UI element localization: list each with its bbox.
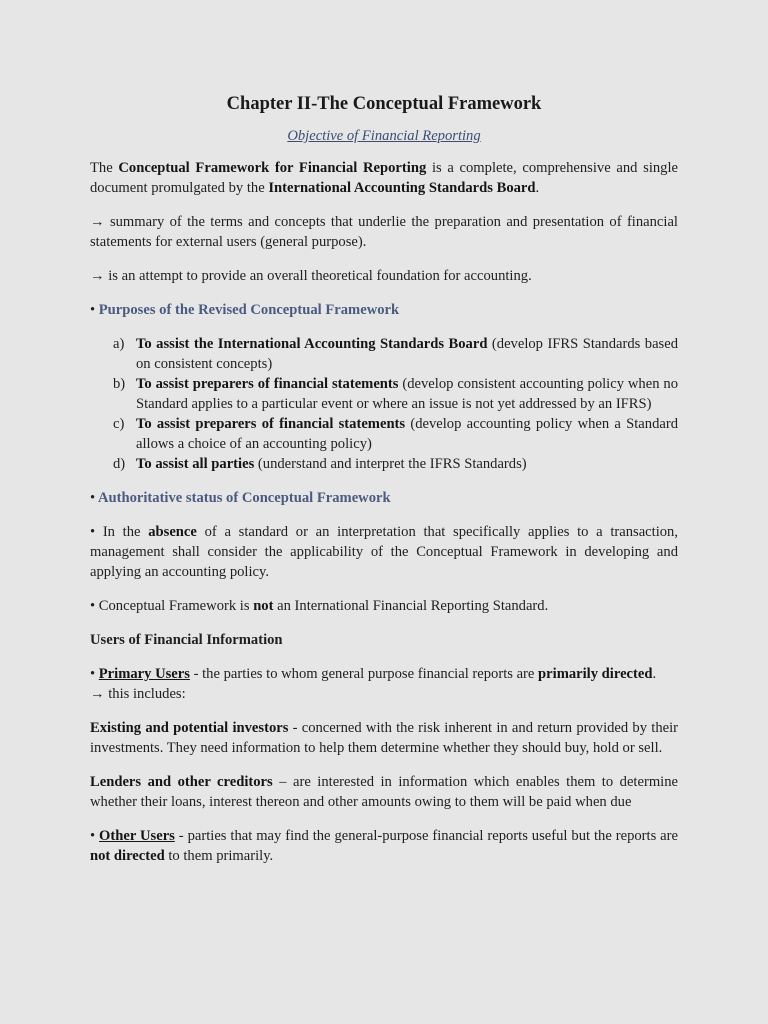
list-item-text: (develop consistent accounting policy when no Standard applies to a particular event or where an issue is not yet addressed by an IFRS) [136,376,678,412]
list-item [90,374,678,414]
authoritative-heading-text: Authoritative status of Conceptual Framework [97,490,391,506]
purposes-heading [90,300,678,320]
primary-users-text: . [652,666,657,682]
section-subtitle: Objective of Financial Reporting [287,128,481,144]
lenders-text: – are interested in information which enables them to determine whether their loans, interest thereon and other amounts owing to them will be paid when due [90,774,678,810]
list-item-text: (develop accounting policy when a Standard allows a choice of an accounting policy) [136,416,679,452]
list-item-text: (develop IFRS Standards based on consistent concepts) [136,336,678,372]
intro-text: The [90,160,119,176]
bullet-icon: • [90,666,99,682]
bullet-icon: • [90,828,100,844]
list-item [90,414,678,454]
investors-paragraph [90,718,678,758]
document-page [90,88,678,880]
lenders-paragraph [90,772,678,812]
absence-paragraph [90,522,678,582]
bullet-icon: • [90,490,96,506]
purposes-list [90,334,678,474]
intro-bold-iasb: International Accounting Standards Board [268,180,536,196]
other-users-text: to them primarily. [164,848,274,864]
primary-users-label: Primary Users [98,666,190,682]
list-item [90,454,678,474]
not-standard-bold: not [253,598,274,614]
primary-users-bold: primarily directed [538,666,653,682]
bullet-icon: • [90,302,96,318]
list-marker: c) [113,416,125,432]
list-item-bold: To assist preparers of financial statements [136,376,399,392]
other-users-bold: not directed [90,848,165,864]
not-standard-text: • Conceptual Framework is [90,598,254,614]
other-users-text: - parties that may find the general-purpose financial reports useful but the reports are [174,828,679,844]
arrow-summary: → summary of the terms and concepts that underlie the preparation and presentation of financial statements for external users (general purpose). [90,214,678,250]
intro-text: is a complete, comprehensive and single document promulgated by the [90,160,679,196]
other-users-paragraph [90,826,678,866]
users-heading: Users of Financial Information [90,632,283,648]
investors-label: Existing and potential investors [90,720,289,736]
list-item-bold: To assist all parties [136,456,255,472]
absence-text: • In the [90,524,149,540]
absence-text: of a standard or an interpretation that specifically applies to a transaction, management shall consider the applicability of the Conceptual Framework in developing and applying an accounting policy. [90,524,678,580]
lenders-label: Lenders and other creditors [90,774,273,790]
investors-text: - concerned with the risk inherent in and return provided by their investments. They need information to help them determine whether they should buy, hold or sell. [90,720,679,756]
list-marker: a) [113,336,125,352]
list-item [90,334,678,374]
page-title: Chapter II-The Conceptual Framework [226,94,542,114]
primary-users-text: - the parties to whom general purpose financial reports are [189,666,539,682]
primary-users-includes: → this includes: [90,686,186,702]
intro-paragraph [90,158,678,198]
list-item-bold: To assist the International Accounting Standards Board [136,336,488,352]
not-standard-text: an International Financial Reporting Standard. [273,598,549,614]
absence-bold: absence [148,524,197,540]
authoritative-heading [90,488,678,508]
intro-text: . [535,180,540,196]
other-users-label: Other Users [99,828,175,844]
list-item-bold: To assist preparers of financial statements [136,416,406,432]
primary-users-paragraph [90,664,678,704]
list-marker: d) [113,456,126,472]
list-marker: b) [113,376,126,392]
purposes-heading-text: Purposes of the Revised Conceptual Framework [98,302,400,318]
intro-bold-framework: Conceptual Framework for Financial Reporting [118,160,427,176]
list-item-text: (understand and interpret the IFRS Standards) [254,456,527,472]
not-standard-paragraph [90,596,678,616]
arrow-foundation: → is an attempt to provide an overall theoretical foundation for accounting. [90,268,532,284]
